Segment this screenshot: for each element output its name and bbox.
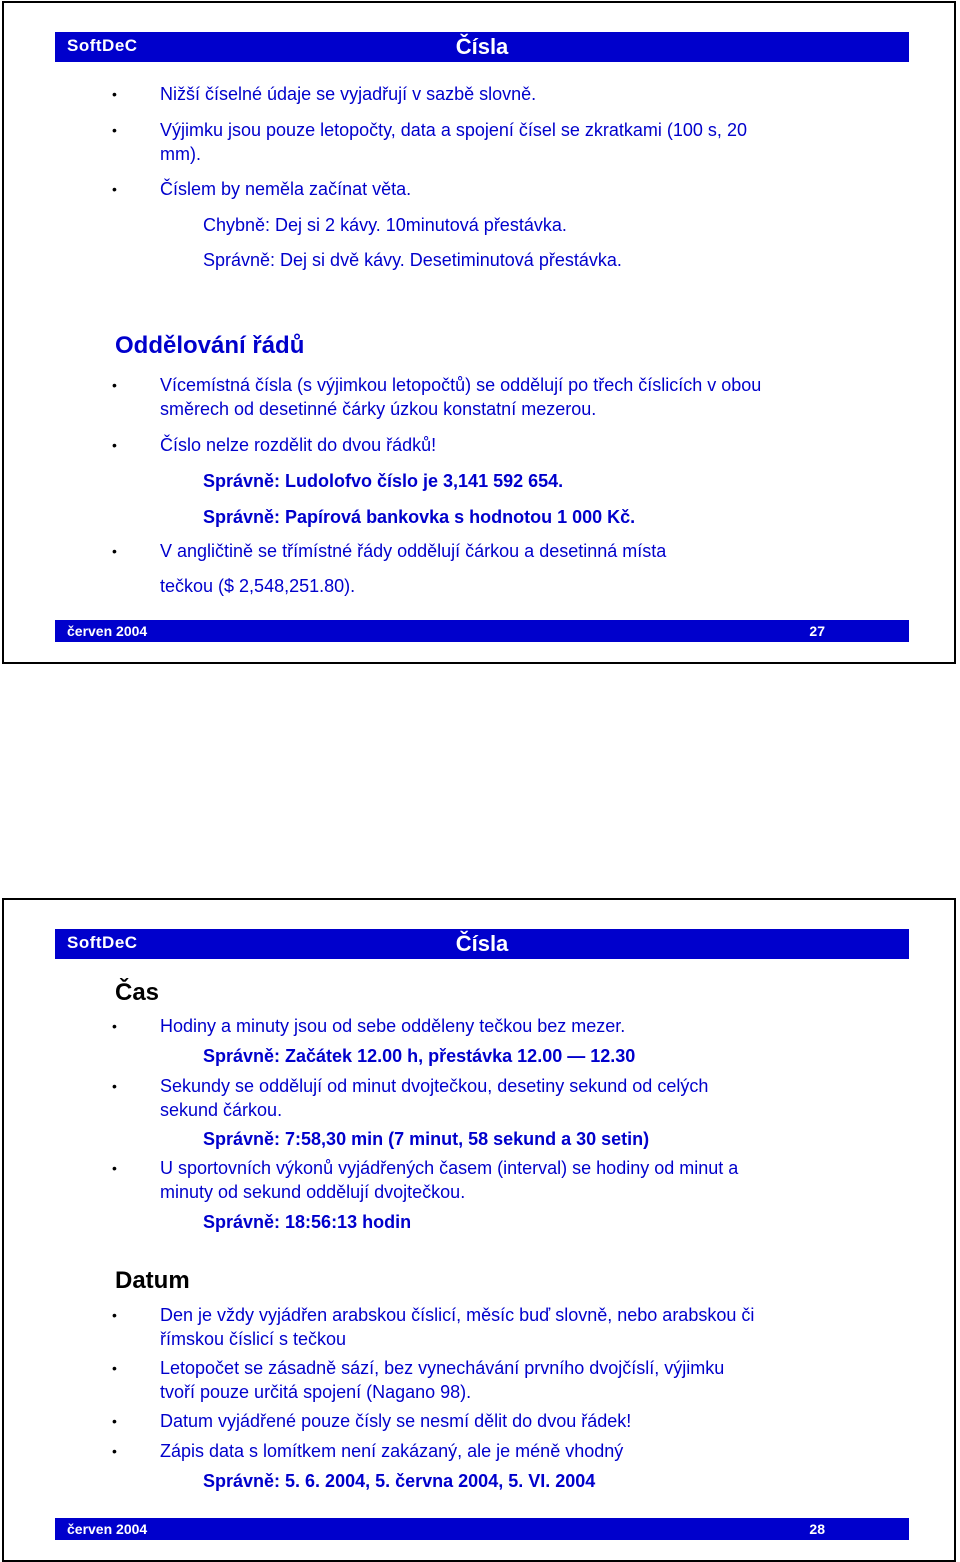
softdec-logo: SoftDeC [67,36,138,55]
bullet-icon: • [112,437,117,453]
example-correct: Správně: Dej si dvě kávy. Desetiminutová přestávka. [203,250,622,270]
bullet-icon: • [112,1360,117,1376]
bullet-icon: • [112,1443,117,1459]
bullet-text: tvoří pouze určitá spojení (Nagano 98). [160,1382,472,1402]
bullet-text: Vícemístná čísla (s výjimkou letopočtů) se oddělují po třech číslicích v obou [160,375,762,395]
bullet-icon: • [112,1018,117,1034]
page-number: 28 [809,1521,825,1537]
section-heading: Čas [115,979,160,1006]
softdec-logo: SoftDeC [67,933,138,952]
bullet-icon: • [112,543,117,559]
footer-date: červen 2004 [67,623,148,639]
section-heading: Oddělování řádů [115,332,305,359]
bullet-icon: • [112,1307,117,1323]
bullet-text: Den je vždy vyjádřen arabskou číslicí, měsíc buď slovně, nebo arabskou či [160,1305,755,1325]
bullet-icon: • [112,122,117,138]
bullet-icon: • [112,1078,117,1094]
slide-header [55,32,909,62]
bullet-text: Zápis data s lomítkem není zakázaný, ale je méně vhodný [160,1441,624,1461]
slide-header [55,929,909,959]
bullet-text: sekund čárkou. [160,1100,283,1120]
bullet-text: Číslem by neměla začínat věta. [160,179,412,199]
bullet-text: U sportovních výkonů vyjádřených časem (interval) se hodiny od minut a [160,1158,739,1178]
bullet-text: V angličtině se třímístné řády oddělují čárkou a desetinná místa [160,541,667,561]
bullet-text: Hodiny a minuty jsou od sebe odděleny tečkou bez mezer. [160,1016,626,1036]
bullet-text: Výjimku jsou pouze letopočty, data a spojení čísel se zkratkami (100 s, 20 [160,120,747,140]
bullet-icon: • [112,377,117,393]
bullet-icon: • [112,1413,117,1429]
example-correct: Správně: 18:56:13 hodin [203,1212,412,1232]
slide-27 [2,1,956,664]
slide-footer [55,620,909,642]
bullet-icon: • [112,1160,117,1176]
example-correct: Správně: Papírová bankovka s hodnotou 1 000 Kč. [203,507,636,527]
bullet-text: římskou číslicí s tečkou [160,1329,347,1349]
example-wrong: Chybně: Dej si 2 kávy. 10minutová přestávka. [203,215,567,235]
slide-footer [55,1518,909,1540]
bullet-text: Nižší číselné údaje se vyjadřují v sazbě slovně. [160,84,537,104]
bullet-icon: • [112,86,117,102]
slide-title: Čísla [455,931,509,956]
bullet-text: Letopočet se zásadně sází, bez vynechávání prvního dvojčíslí, výjimku [160,1358,725,1378]
section-heading: Datum [115,1267,190,1294]
example-correct: Správně: Začátek 12.00 h, přestávka 12.00 — 12.30 [203,1046,636,1066]
bullet-icon: • [112,181,117,197]
example-correct: Správně: 7:58,30 min (7 minut, 58 sekund a 30 setin) [203,1129,650,1149]
slide-title: Čísla [455,34,509,59]
slide-28 [2,898,956,1562]
footer-date: červen 2004 [67,1521,148,1537]
bullet-text: minuty od sekund oddělují dvojtečkou. [160,1182,466,1202]
bullet-text: mm). [160,144,201,164]
bullet-text: tečkou ($ 2,548,251.80). [160,576,356,596]
example-correct: Správně: 5. 6. 2004, 5. června 2004, 5. VI. 2004 [203,1471,596,1491]
bullet-text: Sekundy se oddělují od minut dvojtečkou, desetiny sekund od celých [160,1076,709,1096]
page-number: 27 [809,623,825,639]
bullet-text: Datum vyjádřené pouze čísly se nesmí dělit do dvou řádek! [160,1411,632,1431]
example-correct: Správně: Ludolofvo číslo je 3,141 592 654. [203,471,564,491]
bullet-text: směrech od desetinné čárky úzkou konstatní mezerou. [160,399,597,419]
bullet-text: Číslo nelze rozdělit do dvou řádků! [160,435,437,455]
